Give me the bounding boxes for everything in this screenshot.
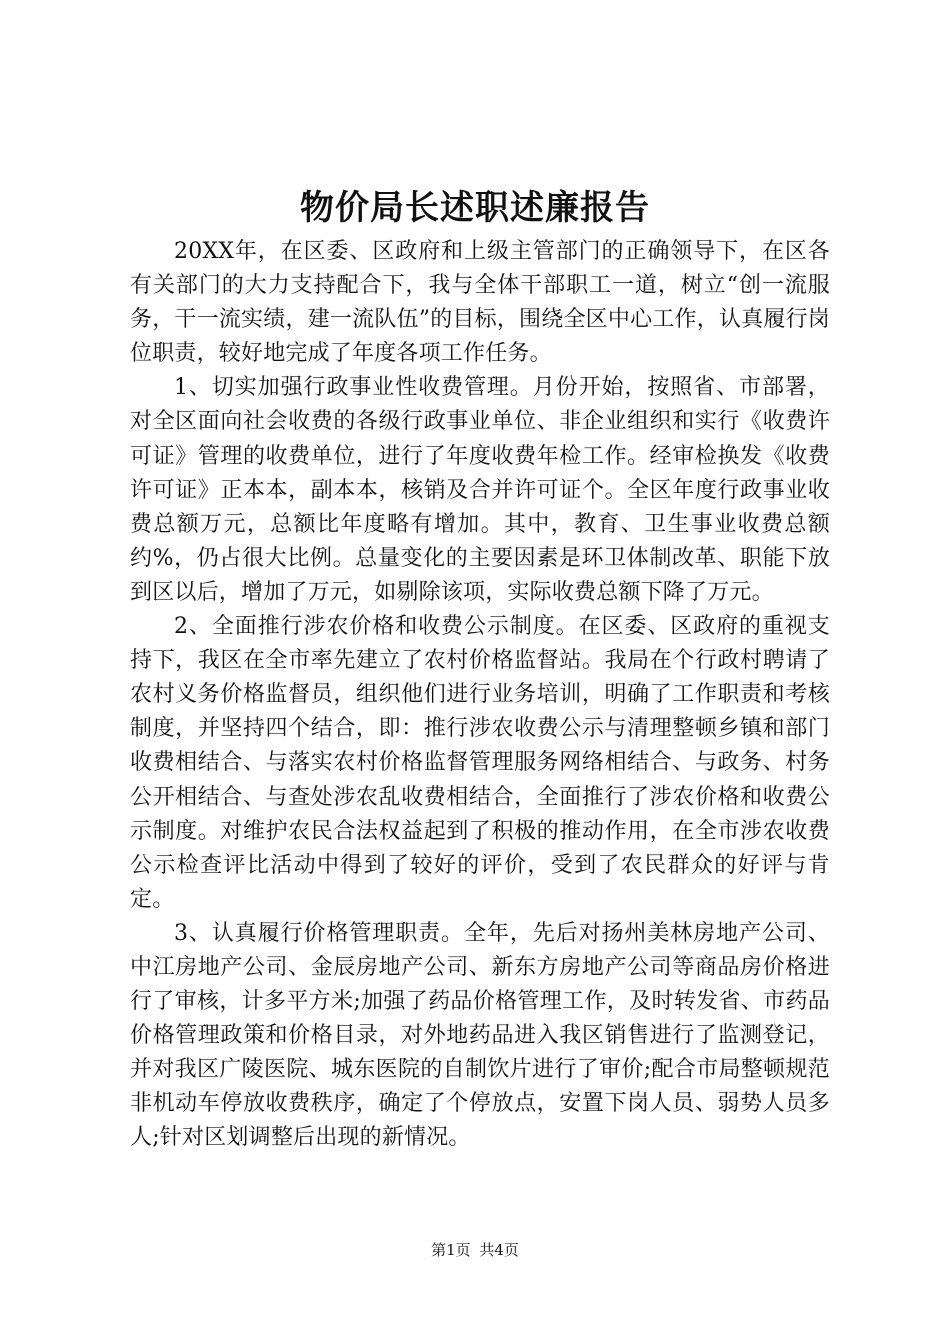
page-total: 共4页 (479, 1241, 519, 1259)
paragraph-section-3: 3、认真履行价格管理职责。全年，先后对扬州美林房地产公司、中江房地产公司、金辰房地产公司、新东方房地产公司等商品房价格进行了审核，计多平方米;加强了药品价格管理工作，及时转发省、市药品价格管理政策和价格目录，对外地药品进入我区销售进行了监测登记，并对我区广陵医院、城东医院的自制饮片进行了审价;配合市局整顿规范非机动车停放收费秩序，确定了个停放点，安置下岗人员、弱势人员多人;针对区划调整后出现的新情况。 (130, 920, 830, 1151)
page-number: 第1页 (431, 1241, 471, 1259)
page-footer (0, 1240, 950, 1260)
paragraph-intro: 20XX年，在区委、区政府和上级主管部门的正确领导下，在区各有关部门的大力支持配合下，我与全体干部职工一道，树立“创一流服务，干一流实绩，建一流队伍”的目标，围绕全区中心工作，认真履行岗位职责，较好地完成了年度各项工作任务。 (130, 239, 830, 367)
document-body (130, 235, 830, 1156)
document-title: 物价局长述职述廉报告 (300, 188, 650, 228)
paragraph-section-1: 1、切实加强行政事业性收费管理。月份开始，按照省、市部署，对全区面向社会收费的各级行政事业单位、非企业组织和实行《收费许可证》管理的收费单位，进行了年度收费年检工作。经审检换发《收费许可证》正本本，副本本，核销及合并许可证个。全区年度行政事业收费总额万元，总额比年度略有增加。其中，教育、卫生事业收费总额约%，仍占很大比例。总量变化的主要因素是环卫体制改革、职能下放到区以后，增加了万元，如剔除该项，实际收费总额下降了万元。 (130, 375, 830, 605)
paragraph-section-2: 2、全面推行涉农价格和收费公示制度。在区委、区政府的重视支持下，我区在全市率先建立了农村价格监督站。我局在个行政村聘请了农村义务价格监督员，组织他们进行业务培训，明确了工作职责和考核制度，并坚持四个结合，即：推行涉农收费公示与清理整顿乡镇和部门收费相结合、与落实农村价格监督管理服务网络相结合、与政务、村务公开相结合、与查处涉农乱收费相结合，全面推行了涉农价格和收费公示制度。对维护农民合法权益起到了积极的推动作用，在全市涉农收费公示检查评比活动中得到了较好的评价，受到了农民群众的好评与肯定。 (130, 614, 830, 912)
